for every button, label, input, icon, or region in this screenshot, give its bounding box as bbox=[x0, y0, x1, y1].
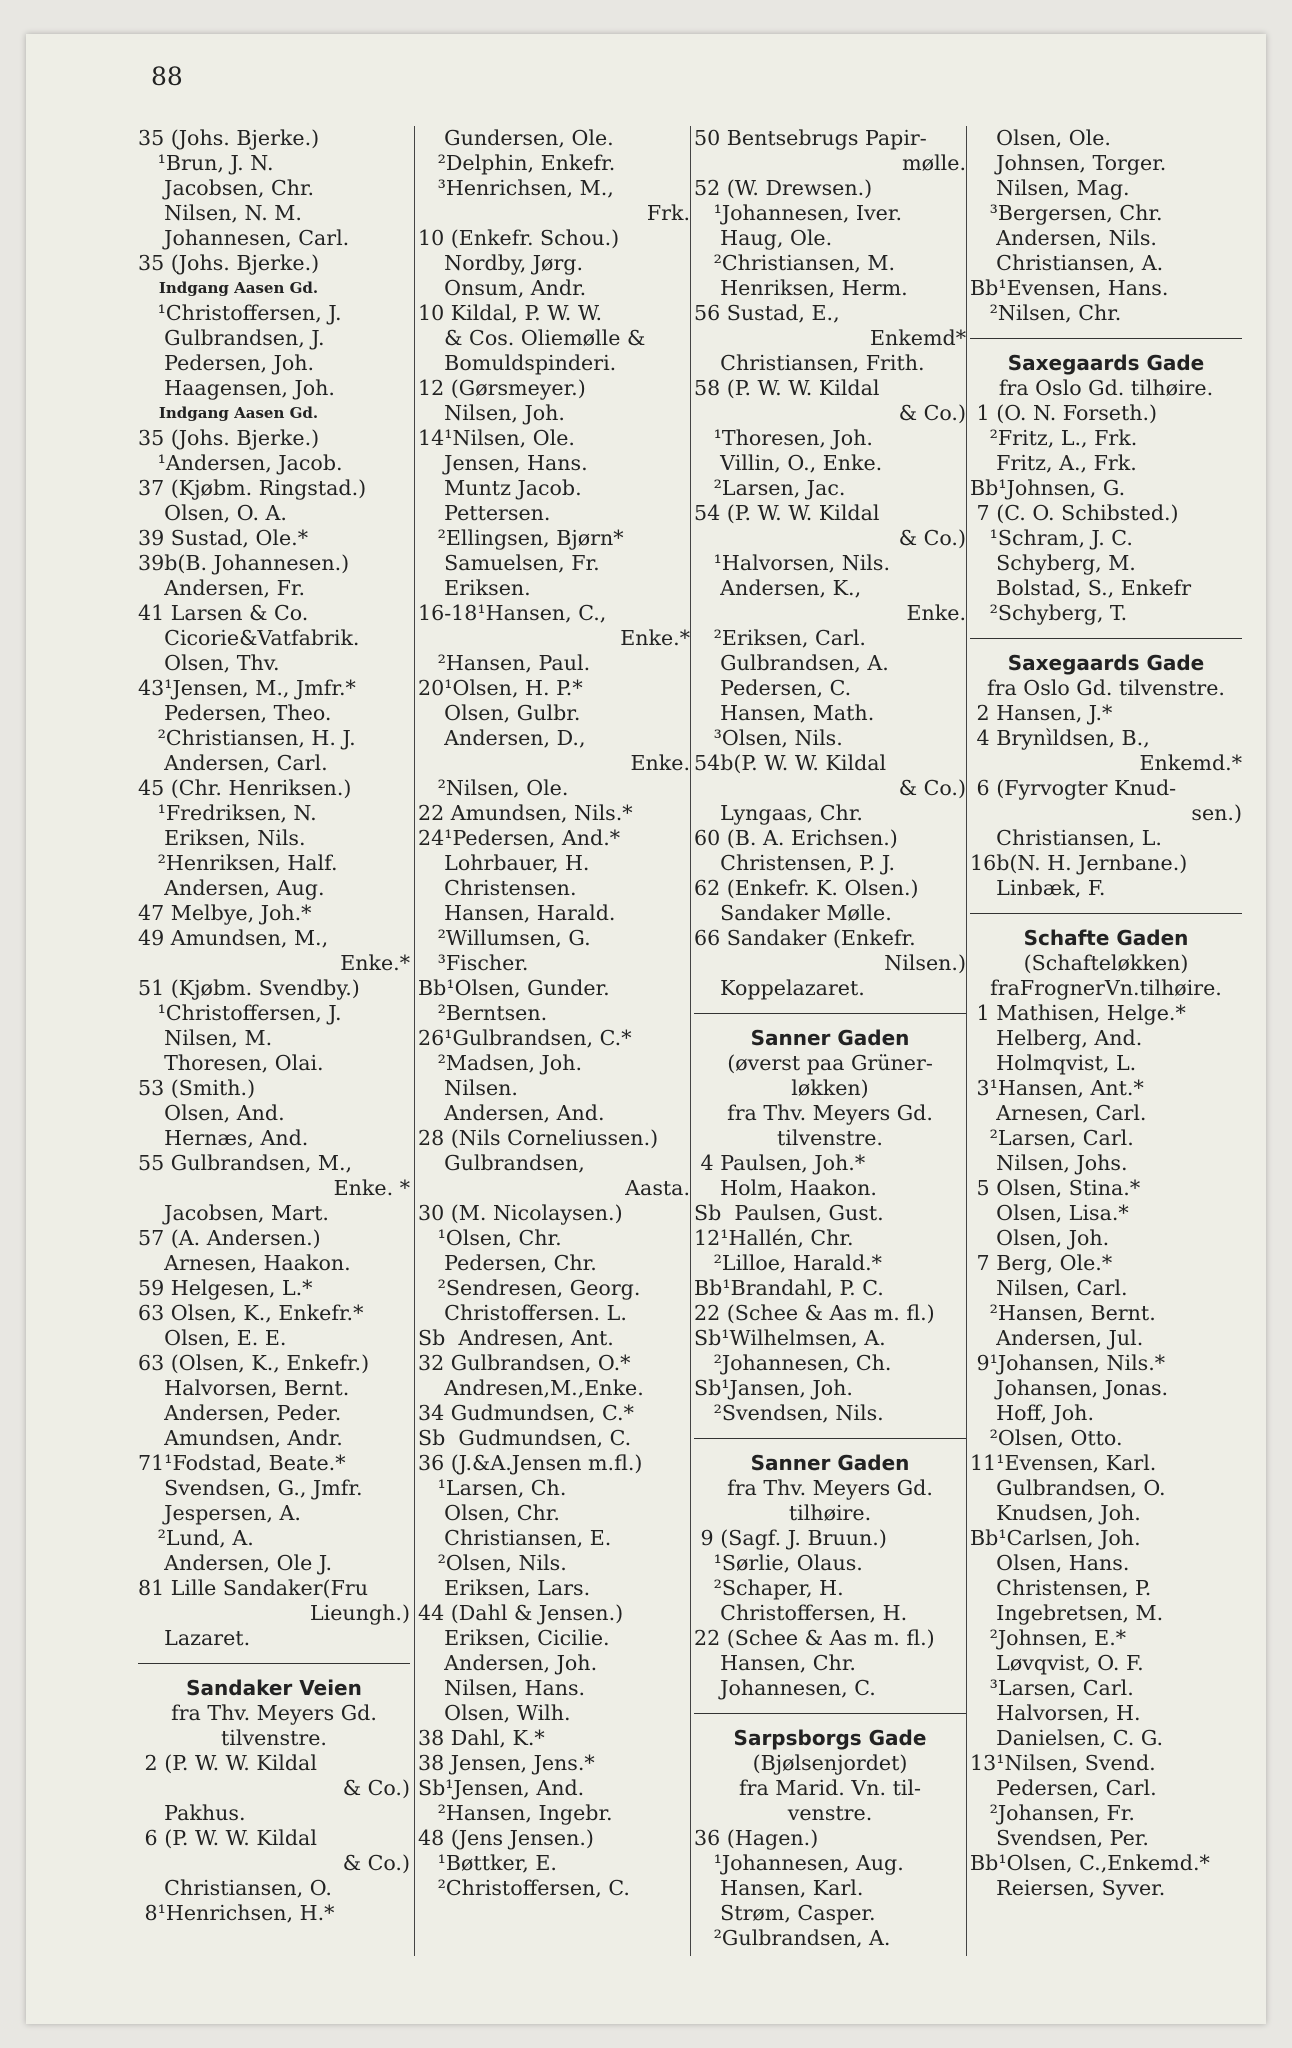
entry-line: 14¹Nilsen, Ole. bbox=[418, 426, 575, 450]
entry-line: Olsen, E. E. bbox=[138, 1326, 287, 1350]
street-heading: Sanner Gaden bbox=[750, 1026, 910, 1050]
entry-line: 38 Dahl, K.* bbox=[418, 1726, 545, 1750]
entry-line: Fritz, A., Frk. bbox=[970, 451, 1137, 475]
entry-line: Bb¹Olsen, C.,Enkemd.* bbox=[970, 1851, 1210, 1875]
section-rule bbox=[970, 901, 1242, 926]
entry-line: Svendsen, Per. bbox=[970, 1826, 1149, 1850]
entry-line: Halvorsen, H. bbox=[970, 1701, 1141, 1725]
entry-line: 36 (Hagen.) bbox=[694, 1826, 819, 1850]
street-subheading: tilvenstre. bbox=[221, 1726, 327, 1750]
entry-line: Christoffersen. L. bbox=[418, 1301, 627, 1325]
entry-line: 56 Sustad, E., bbox=[694, 301, 840, 325]
section-rule bbox=[138, 1651, 410, 1676]
entry-line: Olsen, Gulbr. bbox=[418, 701, 581, 725]
entry-line: 35 (Johs. Bjerke.) bbox=[138, 251, 320, 275]
entry-line: 49 Amundsen, M., bbox=[138, 926, 329, 950]
street-subheading: fra Thv. Meyers Gd. bbox=[727, 1476, 933, 1500]
entry-line: 20¹Olsen, H. P.* bbox=[418, 676, 583, 700]
entry-line: 41 Larsen & Co. bbox=[138, 601, 309, 625]
entry-line: Holmqvist, L. bbox=[970, 1051, 1137, 1075]
entry-line: ²Schaper, H. bbox=[694, 1576, 844, 1600]
entry-line: ²Schyberg, T. bbox=[970, 601, 1128, 625]
street-heading: Sandaker Veien bbox=[186, 1676, 362, 1700]
entry-line: 7 Berg, Ole.* bbox=[970, 1251, 1113, 1275]
street-heading: Saxegaards Gade bbox=[1007, 651, 1205, 675]
street-subheading: (Schafteløkken) bbox=[1023, 951, 1189, 975]
entry-line: Koppelazaret. bbox=[694, 976, 865, 1000]
entry-line: 8¹Henrichsen, H.* bbox=[138, 1901, 335, 1925]
entry-line: 52 (W. Drewsen.) bbox=[694, 176, 873, 200]
entry-line: ²Olsen, Nils. bbox=[418, 1551, 567, 1575]
entry-line: & Cos. Oliemølle & bbox=[418, 326, 646, 350]
entry-line: 6 (P. W. W. Kildal bbox=[138, 1826, 317, 1850]
entry-line: Bomuldspinderi. bbox=[418, 351, 617, 375]
entry-line: Andersen, Jul. bbox=[970, 1326, 1144, 1350]
entry-line: Villin, O., Enke. bbox=[694, 451, 883, 475]
street-subheading: (Bjølsenjordet) bbox=[752, 1751, 908, 1775]
entry-line: Christensen, P. bbox=[970, 1576, 1152, 1600]
street-subheading: fra Oslo Gd. tilvenstre. bbox=[987, 676, 1225, 700]
entry-line: ²Nilsen, Chr. bbox=[970, 301, 1122, 325]
entry-line: 60 (B. A. Erichsen.) bbox=[694, 826, 898, 850]
street-subheading: (øverst paa Grüner- bbox=[727, 1051, 933, 1075]
entry-line: Linbæk, F. bbox=[970, 876, 1106, 900]
entry-line: Enke. * bbox=[333, 1176, 410, 1200]
entry-line: ²Olsen, Otto. bbox=[970, 1426, 1123, 1450]
entry-line: ²Gulbrandsen, A. bbox=[694, 1926, 891, 1950]
entry-line: 3¹Hansen, Ant.* bbox=[970, 1076, 1144, 1100]
street-subheading: fra Thv. Meyers Gd. bbox=[727, 1101, 933, 1125]
entry-line: Cicorie&Vatfabrik. bbox=[138, 626, 360, 650]
entry-line: 81 Lille Sandaker(Fru bbox=[138, 1576, 368, 1600]
entry-line: Enke. bbox=[906, 601, 966, 625]
column-divider bbox=[690, 126, 691, 1956]
entry-line: Andersen, Aug. bbox=[138, 876, 325, 900]
entry-line: 2 Hansen, J.* bbox=[970, 701, 1113, 725]
entry-line: ³Larsen, Carl. bbox=[970, 1676, 1134, 1700]
entry-line: Pedersen, Carl. bbox=[970, 1776, 1157, 1800]
entry-line: 63 (Olsen, K., Enkefr.) bbox=[138, 1351, 370, 1375]
entry-line: Hansen, Harald. bbox=[418, 901, 616, 925]
entry-line: 10 Kildal, P. W. W. bbox=[418, 301, 602, 325]
entry-line: Bb¹Carlsen, Joh. bbox=[970, 1526, 1141, 1550]
entry-line: Knudsen, Joh. bbox=[970, 1501, 1141, 1525]
entry-line: Amundsen, Andr. bbox=[138, 1426, 343, 1450]
entry-line: Nilsen, Carl. bbox=[970, 1276, 1128, 1300]
entry-line: ¹Thoresen, Joh. bbox=[694, 426, 873, 450]
entry-line: Nilsen, Mag. bbox=[970, 176, 1130, 200]
entry-line: 63 Olsen, K., Enkefr.* bbox=[138, 1301, 364, 1325]
entry-line: Lazaret. bbox=[138, 1626, 251, 1650]
entry-line: ²Henriksen, Half. bbox=[138, 851, 338, 875]
entry-line: ¹Halvorsen, Nils. bbox=[694, 551, 891, 575]
entry-line: Olsen, And. bbox=[138, 1101, 285, 1125]
entry-line: Aasta. bbox=[625, 1176, 690, 1200]
entry-line: Andresen,M.,Enke. bbox=[418, 1376, 644, 1400]
entry-line: Nordby, Jørg. bbox=[418, 251, 584, 275]
entry-line: Onsum, Andr. bbox=[418, 276, 587, 300]
entry-line: ¹Olsen, Chr. bbox=[418, 1226, 562, 1250]
entry-line: ²Lund, A. bbox=[138, 1526, 254, 1550]
entry-line: Nilsen, N. M. bbox=[138, 201, 302, 225]
entry-line: Johansen, Jonas. bbox=[970, 1376, 1169, 1400]
entry-line: Ingebretsen, M. bbox=[970, 1601, 1164, 1625]
entry-line: Andersen, Carl. bbox=[138, 751, 328, 775]
entry-line: ¹Christoffersen, J. bbox=[138, 301, 342, 325]
entry-line: Hoff, Joh. bbox=[970, 1401, 1094, 1425]
entry-line: Pedersen, Joh. bbox=[138, 351, 315, 375]
entry-line: Sb¹Jansen, Joh. bbox=[694, 1376, 853, 1400]
entry-line: ²Fritz, L., Frk. bbox=[970, 426, 1138, 450]
entry-line: Muntz Jacob. bbox=[418, 476, 582, 500]
entry-line: Strøm, Casper. bbox=[694, 1901, 876, 1925]
entry-line: 24¹Pedersen, And.* bbox=[418, 826, 621, 850]
entry-line: Lohrbauer, H. bbox=[418, 851, 590, 875]
entry-line: 35 (Johs. Bjerke.) bbox=[138, 426, 320, 450]
entry-line: 54b(P. W. W. Kildal bbox=[694, 751, 887, 775]
entry-line: 28 (Nils Corneliussen.) bbox=[418, 1126, 659, 1150]
entry-line: Enke.* bbox=[340, 951, 410, 975]
entry-line: 32 Gulbrandsen, O.* bbox=[418, 1351, 631, 1375]
entrance-note: Indgang Aasen Gd. bbox=[138, 404, 319, 422]
entry-line: Bolstad, S., Enkefr bbox=[970, 576, 1192, 600]
entry-line: Olsen, O. A. bbox=[138, 501, 287, 525]
entry-line: 9¹Johansen, Nils.* bbox=[970, 1351, 1166, 1375]
entry-line: Samuelsen, Fr. bbox=[418, 551, 600, 575]
entry-line: ²Lilloe, Harald.* bbox=[694, 1251, 882, 1275]
entry-line: 53 (Smith.) bbox=[138, 1076, 256, 1100]
entry-line: ²Larsen, Jac. bbox=[694, 476, 846, 500]
entry-line: Bb¹Olsen, Gunder. bbox=[418, 976, 610, 1000]
entry-line: 71¹Fodstad, Beate.* bbox=[138, 1451, 346, 1475]
entry-line: 16-18¹Hansen, C., bbox=[418, 601, 607, 625]
column-divider bbox=[414, 126, 415, 1956]
entry-line: Olsen, Ole. bbox=[970, 126, 1111, 150]
entry-line: ²Madsen, Joh. bbox=[418, 1051, 583, 1075]
entry-line: 45 (Chr. Henriksen.) bbox=[138, 776, 352, 800]
entry-line: Lyngaas, Chr. bbox=[694, 801, 863, 825]
entry-line: 12 (Gørsmeyer.) bbox=[418, 376, 586, 400]
entry-line: ²Berntsen. bbox=[418, 1001, 548, 1025]
page-number: 88 bbox=[151, 62, 183, 91]
entry-line: 62 (Enkefr. K. Olsen.) bbox=[694, 876, 919, 900]
entry-line: 50 Bentsebrugs Papir- bbox=[694, 126, 927, 150]
entry-line: Pakhus. bbox=[138, 1801, 246, 1825]
entry-line: 51 (Kjøbm. Svendby.) bbox=[138, 976, 360, 1000]
entry-line: ²Hansen, Bernt. bbox=[970, 1301, 1156, 1325]
entry-line: 59 Helgesen, L.* bbox=[138, 1276, 313, 1300]
entry-line: ³Bergersen, Chr. bbox=[970, 201, 1163, 225]
entry-line: Eriksen, Nils. bbox=[138, 826, 306, 850]
entry-line: Andersen, D., bbox=[418, 726, 586, 750]
section-rule bbox=[694, 1701, 966, 1726]
entry-line: 7 (C. O. Schibsted.) bbox=[970, 501, 1179, 525]
entry-line: ²Delphin, Enkefr. bbox=[418, 151, 616, 175]
entry-line: sen.) bbox=[1191, 801, 1242, 825]
section-rule bbox=[694, 1426, 966, 1451]
entry-line: Sb¹Wilhelmsen, A. bbox=[694, 1326, 886, 1350]
entry-line: Sandaker Mølle. bbox=[694, 901, 892, 925]
directory-column-3 bbox=[694, 126, 966, 1951]
street-heading: Schafte Gaden bbox=[1023, 926, 1189, 950]
entry-line: Nilsen, M. bbox=[138, 1026, 273, 1050]
entry-line: ²Nilsen, Ole. bbox=[418, 776, 569, 800]
entry-line: 34 Gudmundsen, C.* bbox=[418, 1401, 634, 1425]
entry-line: 11¹Evensen, Karl. bbox=[970, 1451, 1157, 1475]
entry-line: Hernæs, And. bbox=[138, 1126, 309, 1150]
entry-line: Christensen. bbox=[418, 876, 577, 900]
street-heading: Sarpsborgs Gade bbox=[733, 1726, 927, 1750]
entry-line: ¹Fredriksen, N. bbox=[138, 801, 317, 825]
entry-line: 66 Sandaker (Enkefr. bbox=[694, 926, 916, 950]
entry-line: 26¹Gulbrandsen, C.* bbox=[418, 1026, 632, 1050]
entry-line: ²Johansen, Fr. bbox=[970, 1801, 1135, 1825]
entry-line: 38 Jensen, Jens.* bbox=[418, 1751, 595, 1775]
street-heading: Sanner Gaden bbox=[750, 1451, 910, 1475]
entry-line: Jacobsen, Mart. bbox=[138, 1201, 329, 1225]
entry-line: 22 (Schee & Aas m. fl.) bbox=[694, 1626, 935, 1650]
entry-line: Jacobsen, Chr. bbox=[138, 176, 315, 200]
entry-line: Andersen, Peder. bbox=[138, 1401, 342, 1425]
entry-line: 55 Gulbrandsen, M., bbox=[138, 1151, 353, 1175]
entry-line: Svendsen, G., Jmfr. bbox=[138, 1476, 363, 1500]
entry-line: Enke.* bbox=[620, 626, 690, 650]
entry-line: & Co.) bbox=[898, 776, 966, 800]
entry-line: ¹Brun, J. N. bbox=[138, 151, 274, 175]
entry-line: ³Olsen, Nils. bbox=[694, 726, 843, 750]
entry-line: 1 Mathisen, Helge.* bbox=[970, 1001, 1186, 1025]
entry-line: 9 (Sagf. J. Bruun.) bbox=[694, 1526, 887, 1550]
entry-line: ²Christoffersen, C. bbox=[418, 1876, 630, 1900]
entry-line: ¹Christoffersen, J. bbox=[138, 1001, 342, 1025]
entry-line: Jespersen, A. bbox=[138, 1501, 301, 1525]
entry-line: Olsen, Hans. bbox=[970, 1551, 1130, 1575]
entry-line: 39b(B. Johannesen.) bbox=[138, 551, 350, 575]
entry-line: ¹Andersen, Jacob. bbox=[138, 451, 343, 475]
entry-line: Olsen, Lisa.* bbox=[970, 1201, 1129, 1225]
entry-line: ³Fischer. bbox=[418, 951, 529, 975]
entry-line: ²Svendsen, Nils. bbox=[694, 1401, 884, 1425]
entry-line: Pedersen, Theo. bbox=[138, 701, 332, 725]
entry-line: & Co.) bbox=[342, 1776, 410, 1800]
entry-line: ¹Johannesen, Aug. bbox=[694, 1851, 904, 1875]
entry-line: 48 (Jens Jensen.) bbox=[418, 1826, 594, 1850]
entry-line: Eriksen. bbox=[418, 576, 531, 600]
entry-line: Andersen, Ole J. bbox=[138, 1551, 333, 1575]
entry-line: 36 (J.&A.Jensen m.fl.) bbox=[418, 1451, 643, 1475]
entry-line: Hansen, Karl. bbox=[694, 1876, 864, 1900]
entry-line: ¹Johannesen, Iver. bbox=[694, 201, 902, 225]
entry-line: Gulbrandsen, bbox=[418, 1151, 585, 1175]
entry-line: 13¹Nilsen, Svend. bbox=[970, 1751, 1156, 1775]
street-subheading: løkken) bbox=[791, 1076, 869, 1100]
entry-line: Nilsen.) bbox=[884, 951, 966, 975]
entry-line: Arnesen, Haakon. bbox=[138, 1251, 351, 1275]
entry-line: Christiansen, A. bbox=[970, 251, 1164, 275]
entry-line: 5 Olsen, Stina.* bbox=[970, 1176, 1141, 1200]
entry-line: 37 (Kjøbm. Ringstad.) bbox=[138, 476, 367, 500]
entry-line: Olsen, Chr. bbox=[418, 1501, 560, 1525]
entry-line: 16b(N. H. Jernbane.) bbox=[970, 851, 1188, 875]
entry-line: Helberg, And. bbox=[970, 1026, 1143, 1050]
street-subheading: tilhøire. bbox=[788, 1501, 872, 1525]
entry-line: 54 (P. W. W. Kildal bbox=[694, 501, 880, 525]
entry-line: Nilsen. bbox=[418, 1076, 518, 1100]
entry-line: ³Henrichsen, M., bbox=[418, 176, 614, 200]
entry-line: ²Christiansen, H. J. bbox=[138, 726, 356, 750]
entry-line: ²Hansen, Paul. bbox=[418, 651, 591, 675]
entry-line: Eriksen, Lars. bbox=[418, 1576, 591, 1600]
entry-line: ²Johnsen, E.* bbox=[970, 1626, 1127, 1650]
street-subheading: fra Oslo Gd. tilhøire. bbox=[998, 376, 1214, 400]
entry-line: Løvqvist, O. F. bbox=[970, 1651, 1144, 1675]
entry-line: Sb Paulsen, Gust. bbox=[694, 1201, 884, 1225]
entry-line: ²Ellingsen, Bjørn* bbox=[418, 526, 624, 550]
entry-line: Holm, Haakon. bbox=[694, 1176, 877, 1200]
entry-line: Danielsen, C. G. bbox=[970, 1726, 1164, 1750]
entry-line: Nilsen, Joh. bbox=[418, 401, 565, 425]
entry-line: Enke. bbox=[630, 751, 690, 775]
entry-line: mølle. bbox=[902, 151, 966, 175]
entry-line: Johnsen, Torger. bbox=[970, 151, 1167, 175]
entry-line: Pettersen. bbox=[418, 501, 551, 525]
entry-line: Christiansen, L. bbox=[970, 826, 1162, 850]
entry-line: Jensen, Hans. bbox=[418, 451, 588, 475]
entry-line: Arnesen, Carl. bbox=[970, 1101, 1147, 1125]
entry-line: ¹Sørlie, Olaus. bbox=[694, 1551, 863, 1575]
entry-line: Sb Andresen, Ant. bbox=[418, 1326, 614, 1350]
entry-line: Haagensen, Joh. bbox=[138, 376, 335, 400]
entry-line: Bb¹Evensen, Hans. bbox=[970, 276, 1169, 300]
directory-column-2 bbox=[418, 126, 690, 1901]
entry-line: Gulbrandsen, J. bbox=[138, 326, 325, 350]
entry-line: Bb¹Johnsen, G. bbox=[970, 476, 1126, 500]
street-subheading: fra Marid. Vn. til- bbox=[739, 1776, 921, 1800]
entry-line: Pedersen, Chr. bbox=[418, 1251, 597, 1275]
directory-column-4 bbox=[970, 126, 1242, 1901]
entry-line: ²Hansen, Ingebr. bbox=[418, 1801, 613, 1825]
entry-line: Eriksen, Cicilie. bbox=[418, 1626, 610, 1650]
entry-line: Hansen, Math. bbox=[694, 701, 875, 725]
entry-line: Gulbrandsen, A. bbox=[694, 651, 889, 675]
entry-line: Reiersen, Syver. bbox=[970, 1876, 1166, 1900]
entry-line: Pedersen, C. bbox=[694, 676, 852, 700]
entry-line: Nilsen, Hans. bbox=[418, 1676, 586, 1700]
entry-line: Olsen, Joh. bbox=[970, 1226, 1110, 1250]
entry-line: ²Larsen, Carl. bbox=[970, 1126, 1134, 1150]
street-subheading: tilvenstre. bbox=[777, 1126, 883, 1150]
entry-line: Andersen, Nils. bbox=[970, 226, 1157, 250]
section-rule bbox=[970, 626, 1242, 651]
entry-line: & Co.) bbox=[342, 1851, 410, 1875]
entry-line: 30 (M. Nicolaysen.) bbox=[418, 1201, 623, 1225]
entry-line: 1 (O. N. Forseth.) bbox=[970, 401, 1158, 425]
entry-line: Thoresen, Olai. bbox=[138, 1051, 324, 1075]
entry-line: 58 (P. W. W. Kildal bbox=[694, 376, 880, 400]
entry-line: 39 Sustad, Ole.* bbox=[138, 526, 309, 550]
street-heading: Saxegaards Gade bbox=[1007, 351, 1205, 375]
entry-line: Lieungh.) bbox=[309, 1601, 410, 1625]
column-divider bbox=[966, 126, 967, 1956]
entry-line: Gundersen, Ole. bbox=[418, 126, 614, 150]
entry-line: 35 (Johs. Bjerke.) bbox=[138, 126, 320, 150]
entry-line: Nilsen, Johs. bbox=[970, 1151, 1128, 1175]
entry-line: Henriksen, Herm. bbox=[694, 276, 908, 300]
entry-line: Christensen, P. J. bbox=[694, 851, 896, 875]
entry-line: Gulbrandsen, O. bbox=[970, 1476, 1166, 1500]
entry-line: ²Christiansen, M. bbox=[694, 251, 896, 275]
entry-line: Enkemd* bbox=[870, 326, 966, 350]
entry-line: ²Willumsen, G. bbox=[418, 926, 591, 950]
entry-line: Sb Gudmundsen, C. bbox=[418, 1426, 632, 1450]
entry-line: Enkemd.* bbox=[1139, 751, 1242, 775]
entry-line: ¹Schram, J. C. bbox=[970, 526, 1133, 550]
entry-line: Sb¹Jensen, And. bbox=[418, 1776, 585, 1800]
directory-column-1 bbox=[138, 126, 410, 1926]
entry-line: Bb¹Brandahl, P. C. bbox=[694, 1276, 884, 1300]
entry-line: 43¹Jensen, M., Jmfr.* bbox=[138, 676, 356, 700]
entry-line: ¹Bøttker, E. bbox=[418, 1851, 557, 1875]
entry-line: & Co.) bbox=[898, 526, 966, 550]
entry-line: Andersen, K., bbox=[694, 576, 862, 600]
entry-line: ²Sendresen, Georg. bbox=[418, 1276, 641, 1300]
entry-line: Christoffersen, H. bbox=[694, 1601, 908, 1625]
entry-line: Halvorsen, Bernt. bbox=[138, 1376, 350, 1400]
entry-line: 22 Amundsen, Nils.* bbox=[418, 801, 633, 825]
entry-line: Christiansen, Frith. bbox=[694, 351, 925, 375]
section-rule bbox=[694, 1001, 966, 1026]
entry-line: 6 (Fyrvogter Knud- bbox=[970, 776, 1177, 800]
entry-line: & Co.) bbox=[898, 401, 966, 425]
entry-line: 57 (A. Andersen.) bbox=[138, 1226, 321, 1250]
entry-line: 10 (Enkefr. Schou.) bbox=[418, 226, 620, 250]
entry-line: Andersen, Fr. bbox=[138, 576, 306, 600]
entry-line: Andersen, Joh. bbox=[418, 1651, 598, 1675]
entry-line: 4 Paulsen, Joh.* bbox=[694, 1151, 866, 1175]
street-subheading: venstre. bbox=[787, 1801, 873, 1825]
entry-line: 4 Brynìldsen, B., bbox=[970, 726, 1150, 750]
entry-line: Schyberg, M. bbox=[970, 551, 1136, 575]
entry-line: 12¹Hallén, Chr. bbox=[694, 1226, 854, 1250]
directory-page bbox=[26, 34, 1266, 2024]
entry-line: Olsen, Wilh. bbox=[418, 1701, 571, 1725]
entry-line: 22 (Schee & Aas m. fl.) bbox=[694, 1301, 935, 1325]
entry-line: 2 (P. W. W. Kildal bbox=[138, 1751, 317, 1775]
entry-line: Frk. bbox=[646, 201, 690, 225]
entrance-note: Indgang Aasen Gd. bbox=[138, 279, 319, 297]
entry-line: Hansen, Chr. bbox=[694, 1651, 856, 1675]
entry-line: Johannesen, Carl. bbox=[138, 226, 350, 250]
entry-line: ¹Larsen, Ch. bbox=[418, 1476, 567, 1500]
section-rule bbox=[970, 326, 1242, 351]
entry-line: Andersen, And. bbox=[418, 1101, 605, 1125]
entry-line: Christiansen, E. bbox=[418, 1526, 612, 1550]
entry-line: 47 Melbye, Joh.* bbox=[138, 901, 312, 925]
entry-line: ²Eriksen, Carl. bbox=[694, 626, 866, 650]
entry-line: ²Johannesen, Ch. bbox=[694, 1351, 892, 1375]
street-subheading: fraFrognerVn.tilhøire. bbox=[990, 976, 1222, 1000]
entry-line: Christiansen, O. bbox=[138, 1876, 332, 1900]
entry-line: 44 (Dahl & Jensen.) bbox=[418, 1601, 624, 1625]
street-subheading: fra Thv. Meyers Gd. bbox=[171, 1701, 377, 1725]
entry-line: Johannesen, C. bbox=[694, 1676, 876, 1700]
entry-line: Olsen, Thv. bbox=[138, 651, 280, 675]
entry-line: Haug, Ole. bbox=[694, 226, 833, 250]
